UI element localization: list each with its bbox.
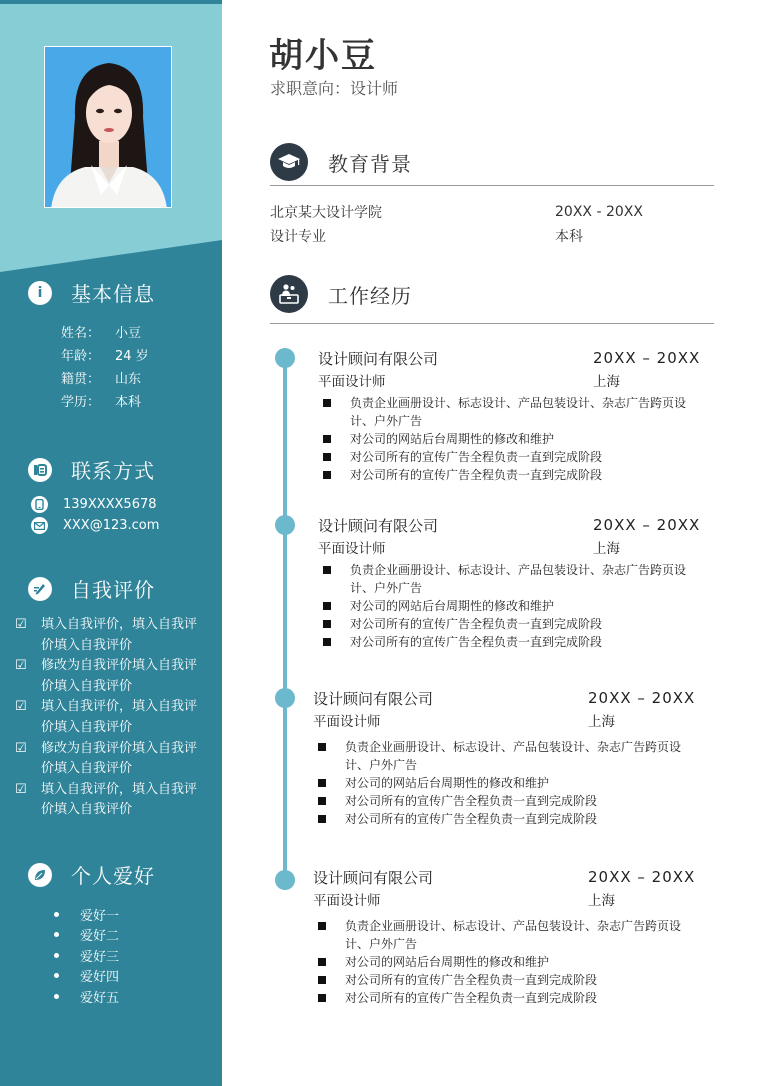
hobby-heading (28, 860, 155, 889)
duty-text: 负责企业画册设计、标志设计、产品包装设计、杂志广告跨页设计、户外广告 (345, 919, 682, 951)
info-row-education (61, 391, 211, 414)
job-entry (313, 866, 703, 1007)
hobby-item (54, 986, 119, 1007)
leaf-icon (28, 863, 52, 887)
duty-list (313, 738, 703, 828)
education-row (270, 200, 700, 224)
briefcase-people-icon (270, 275, 308, 313)
bullet (318, 922, 326, 930)
job-city: 上海 (588, 713, 615, 730)
duty-text: 负责企业画册设计、标志设计、产品包装设计、杂志广告跨页设计、户外广告 (345, 740, 682, 772)
hobby-title: 个人爱好 (71, 864, 155, 888)
job-entry (313, 687, 703, 828)
bullet (323, 435, 331, 443)
duty-item (313, 810, 703, 828)
hobby-item (54, 945, 119, 966)
bullet (318, 958, 326, 966)
bullet (318, 743, 326, 751)
self-eval-text: 修改为自我评价填入自我评价填入自我评价 (41, 658, 198, 694)
pen-icon (28, 577, 52, 601)
checkbox-icon: ☑ (15, 617, 27, 632)
phone-icon (31, 496, 48, 513)
duty-text: 对公司所有的宣传广告全程负责一直到完成阶段 (350, 450, 603, 464)
school-name: 北京某大设计学院 (270, 205, 382, 221)
self-eval-item (15, 697, 205, 738)
contact-list (31, 494, 159, 536)
job-dates: 20XX – 20XX (588, 868, 696, 886)
duty-item (318, 615, 708, 633)
duty-text: 对公司所有的宣传广告全程负责一直到完成阶段 (350, 468, 603, 482)
info-value: 小豆 (115, 326, 142, 341)
job-city: 上海 (593, 540, 620, 557)
hobby-text: 爱好三 (80, 949, 120, 965)
self-eval-item (15, 656, 205, 697)
work-title: 工作经历 (328, 283, 412, 308)
info-row-age (61, 345, 211, 368)
education-block (270, 200, 700, 248)
education-row (270, 224, 700, 248)
timeline-line (283, 356, 287, 880)
contact-card-icon (28, 458, 52, 482)
checkbox-icon: ☑ (15, 699, 27, 715)
profile-photo (44, 46, 172, 208)
duty-item (318, 466, 708, 484)
duty-item (318, 394, 708, 430)
bullet (323, 399, 331, 407)
job-intent: 求职意向：设计师 (270, 79, 399, 98)
info-value: 山东 (115, 372, 142, 387)
duty-text: 对公司的网站后台周期性的修改和维护 (350, 599, 555, 613)
duty-list (318, 561, 708, 651)
duty-item (313, 917, 703, 953)
bullet (318, 976, 326, 984)
hobby-text: 爱好一 (80, 908, 120, 924)
job-dates: 20XX – 20XX (588, 689, 696, 707)
self-eval-list (15, 615, 205, 821)
duty-item (313, 989, 703, 1007)
major: 设计专业 (270, 229, 326, 245)
info-row-hometown (61, 368, 211, 391)
education-title: 教育背景 (328, 151, 412, 176)
company-name: 设计顾问有限公司 (313, 868, 434, 887)
job-city: 上海 (588, 892, 615, 909)
timeline-dot (275, 870, 295, 890)
job-role: 平面设计师 (318, 373, 386, 390)
info-value: 24 岁 (115, 349, 149, 364)
info-label: 籍贯： (61, 372, 101, 387)
mail-icon (31, 517, 48, 534)
duty-text: 对公司所有的宣传广告全程负责一直到完成阶段 (345, 973, 598, 987)
email-address[interactable]: XXX@123.com (63, 518, 160, 533)
phone-number[interactable]: 139XXXX5678 (63, 497, 157, 512)
job-role: 平面设计师 (318, 540, 386, 557)
self-eval-text: 填入自我评价，填入自我评价填入自我评价 (41, 617, 198, 653)
duty-text: 对公司所有的宣传广告全程负责一直到完成阶段 (345, 812, 598, 826)
education-divider (270, 185, 714, 186)
bullet (323, 620, 331, 628)
bullet (323, 453, 331, 461)
duty-list (313, 917, 703, 1007)
company-name: 设计顾问有限公司 (313, 689, 434, 708)
duty-text: 对公司所有的宣传广告全程负责一直到完成阶段 (345, 794, 598, 808)
bullet (323, 471, 331, 479)
job-dates: 20XX – 20XX (593, 349, 701, 367)
duty-item (318, 633, 708, 651)
hobby-item (54, 925, 119, 946)
duty-item (318, 597, 708, 615)
bullet (323, 566, 331, 574)
basic-info-heading (28, 278, 155, 307)
bullet (318, 815, 326, 823)
duty-text: 对公司所有的宣传广告全程负责一直到完成阶段 (350, 617, 603, 631)
bullet (54, 994, 59, 999)
contact-title: 联系方式 (71, 459, 155, 483)
hobby-text: 爱好四 (80, 970, 120, 986)
timeline-dot (275, 688, 295, 708)
job-entry (318, 514, 708, 651)
self-eval-text: 填入自我评价，填入自我评价填入自我评价 (41, 699, 198, 735)
duty-item (318, 430, 708, 448)
self-eval-item (15, 780, 205, 821)
info-label: 姓名： (61, 326, 101, 341)
candidate-name: 胡小豆 (269, 36, 377, 76)
bullet (54, 932, 59, 937)
education-heading (270, 143, 412, 181)
duty-text: 对公司的网站后台周期性的修改和维护 (345, 955, 550, 969)
company-name: 设计顾问有限公司 (318, 349, 439, 368)
company-name: 设计顾问有限公司 (318, 516, 439, 535)
self-eval-text: 修改为自我评价填入自我评价填入自我评价 (41, 740, 198, 777)
bullet (318, 797, 326, 805)
duty-item (318, 561, 708, 597)
self-eval-item (15, 615, 205, 656)
info-value: 本科 (115, 395, 142, 410)
duty-text: 对公司的网站后台周期性的修改和维护 (345, 776, 550, 790)
education-years: 20XX - 20XX (555, 204, 643, 220)
checkbox-icon: ☑ (15, 658, 27, 674)
duty-text: 对公司的网站后台周期性的修改和维护 (350, 432, 555, 446)
job-city: 上海 (593, 373, 620, 390)
portrait-illustration (45, 47, 172, 208)
duty-item (313, 738, 703, 774)
info-label: 年龄： (61, 349, 101, 364)
self-eval-heading (28, 574, 155, 603)
basic-info-title: 基本信息 (71, 282, 155, 306)
job-dates: 20XX – 20XX (593, 516, 701, 534)
duty-item (313, 792, 703, 810)
duty-text: 对公司所有的宣传广告全程负责一直到完成阶段 (350, 635, 603, 649)
basic-info-list (61, 322, 211, 414)
self-eval-title: 自我评价 (71, 578, 155, 602)
contact-phone (31, 494, 159, 515)
info-icon: i (28, 281, 52, 305)
bullet (318, 779, 326, 787)
work-divider (270, 323, 714, 324)
hobby-list (54, 904, 119, 1007)
bullet (318, 994, 326, 1002)
job-role: 平面设计师 (313, 892, 381, 909)
hobby-item (54, 904, 119, 925)
self-eval-text: 填入自我评价，填入自我评价填入自我评价 (41, 781, 198, 818)
duty-item (313, 774, 703, 792)
info-row-name (61, 322, 211, 345)
duty-item (313, 953, 703, 971)
degree: 本科 (555, 229, 583, 245)
duty-text: 负责企业画册设计、标志设计、产品包装设计、杂志广告跨页设计、户外广告 (350, 563, 687, 595)
work-heading (270, 275, 412, 313)
bullet (323, 602, 331, 610)
duty-text: 对公司所有的宣传广告全程负责一直到完成阶段 (345, 991, 598, 1005)
hobby-item (54, 966, 119, 987)
bullet (54, 973, 59, 978)
job-entry (318, 347, 708, 484)
info-label: 学历： (61, 395, 101, 410)
duty-text: 负责企业画册设计、标志设计、产品包装设计、杂志广告跨页设计、户外广告 (350, 396, 687, 428)
duty-item (318, 448, 708, 466)
bullet (54, 912, 59, 917)
timeline-dot (275, 348, 295, 368)
checkbox-icon: ☑ (15, 781, 27, 797)
contact-heading (28, 455, 155, 484)
graduation-cap-icon (270, 143, 308, 181)
duty-item (313, 971, 703, 989)
contact-email (31, 515, 159, 536)
self-eval-item (15, 739, 205, 780)
checkbox-icon: ☑ (15, 740, 27, 756)
hobby-text: 爱好二 (80, 929, 120, 945)
duty-list (318, 394, 708, 484)
timeline-dot (275, 515, 295, 535)
sidebar (0, 0, 222, 1086)
bullet (323, 638, 331, 646)
bullet (54, 953, 59, 958)
hobby-text: 爱好五 (80, 990, 120, 1006)
sidebar-top-bar (0, 0, 222, 4)
job-role: 平面设计师 (313, 713, 381, 730)
